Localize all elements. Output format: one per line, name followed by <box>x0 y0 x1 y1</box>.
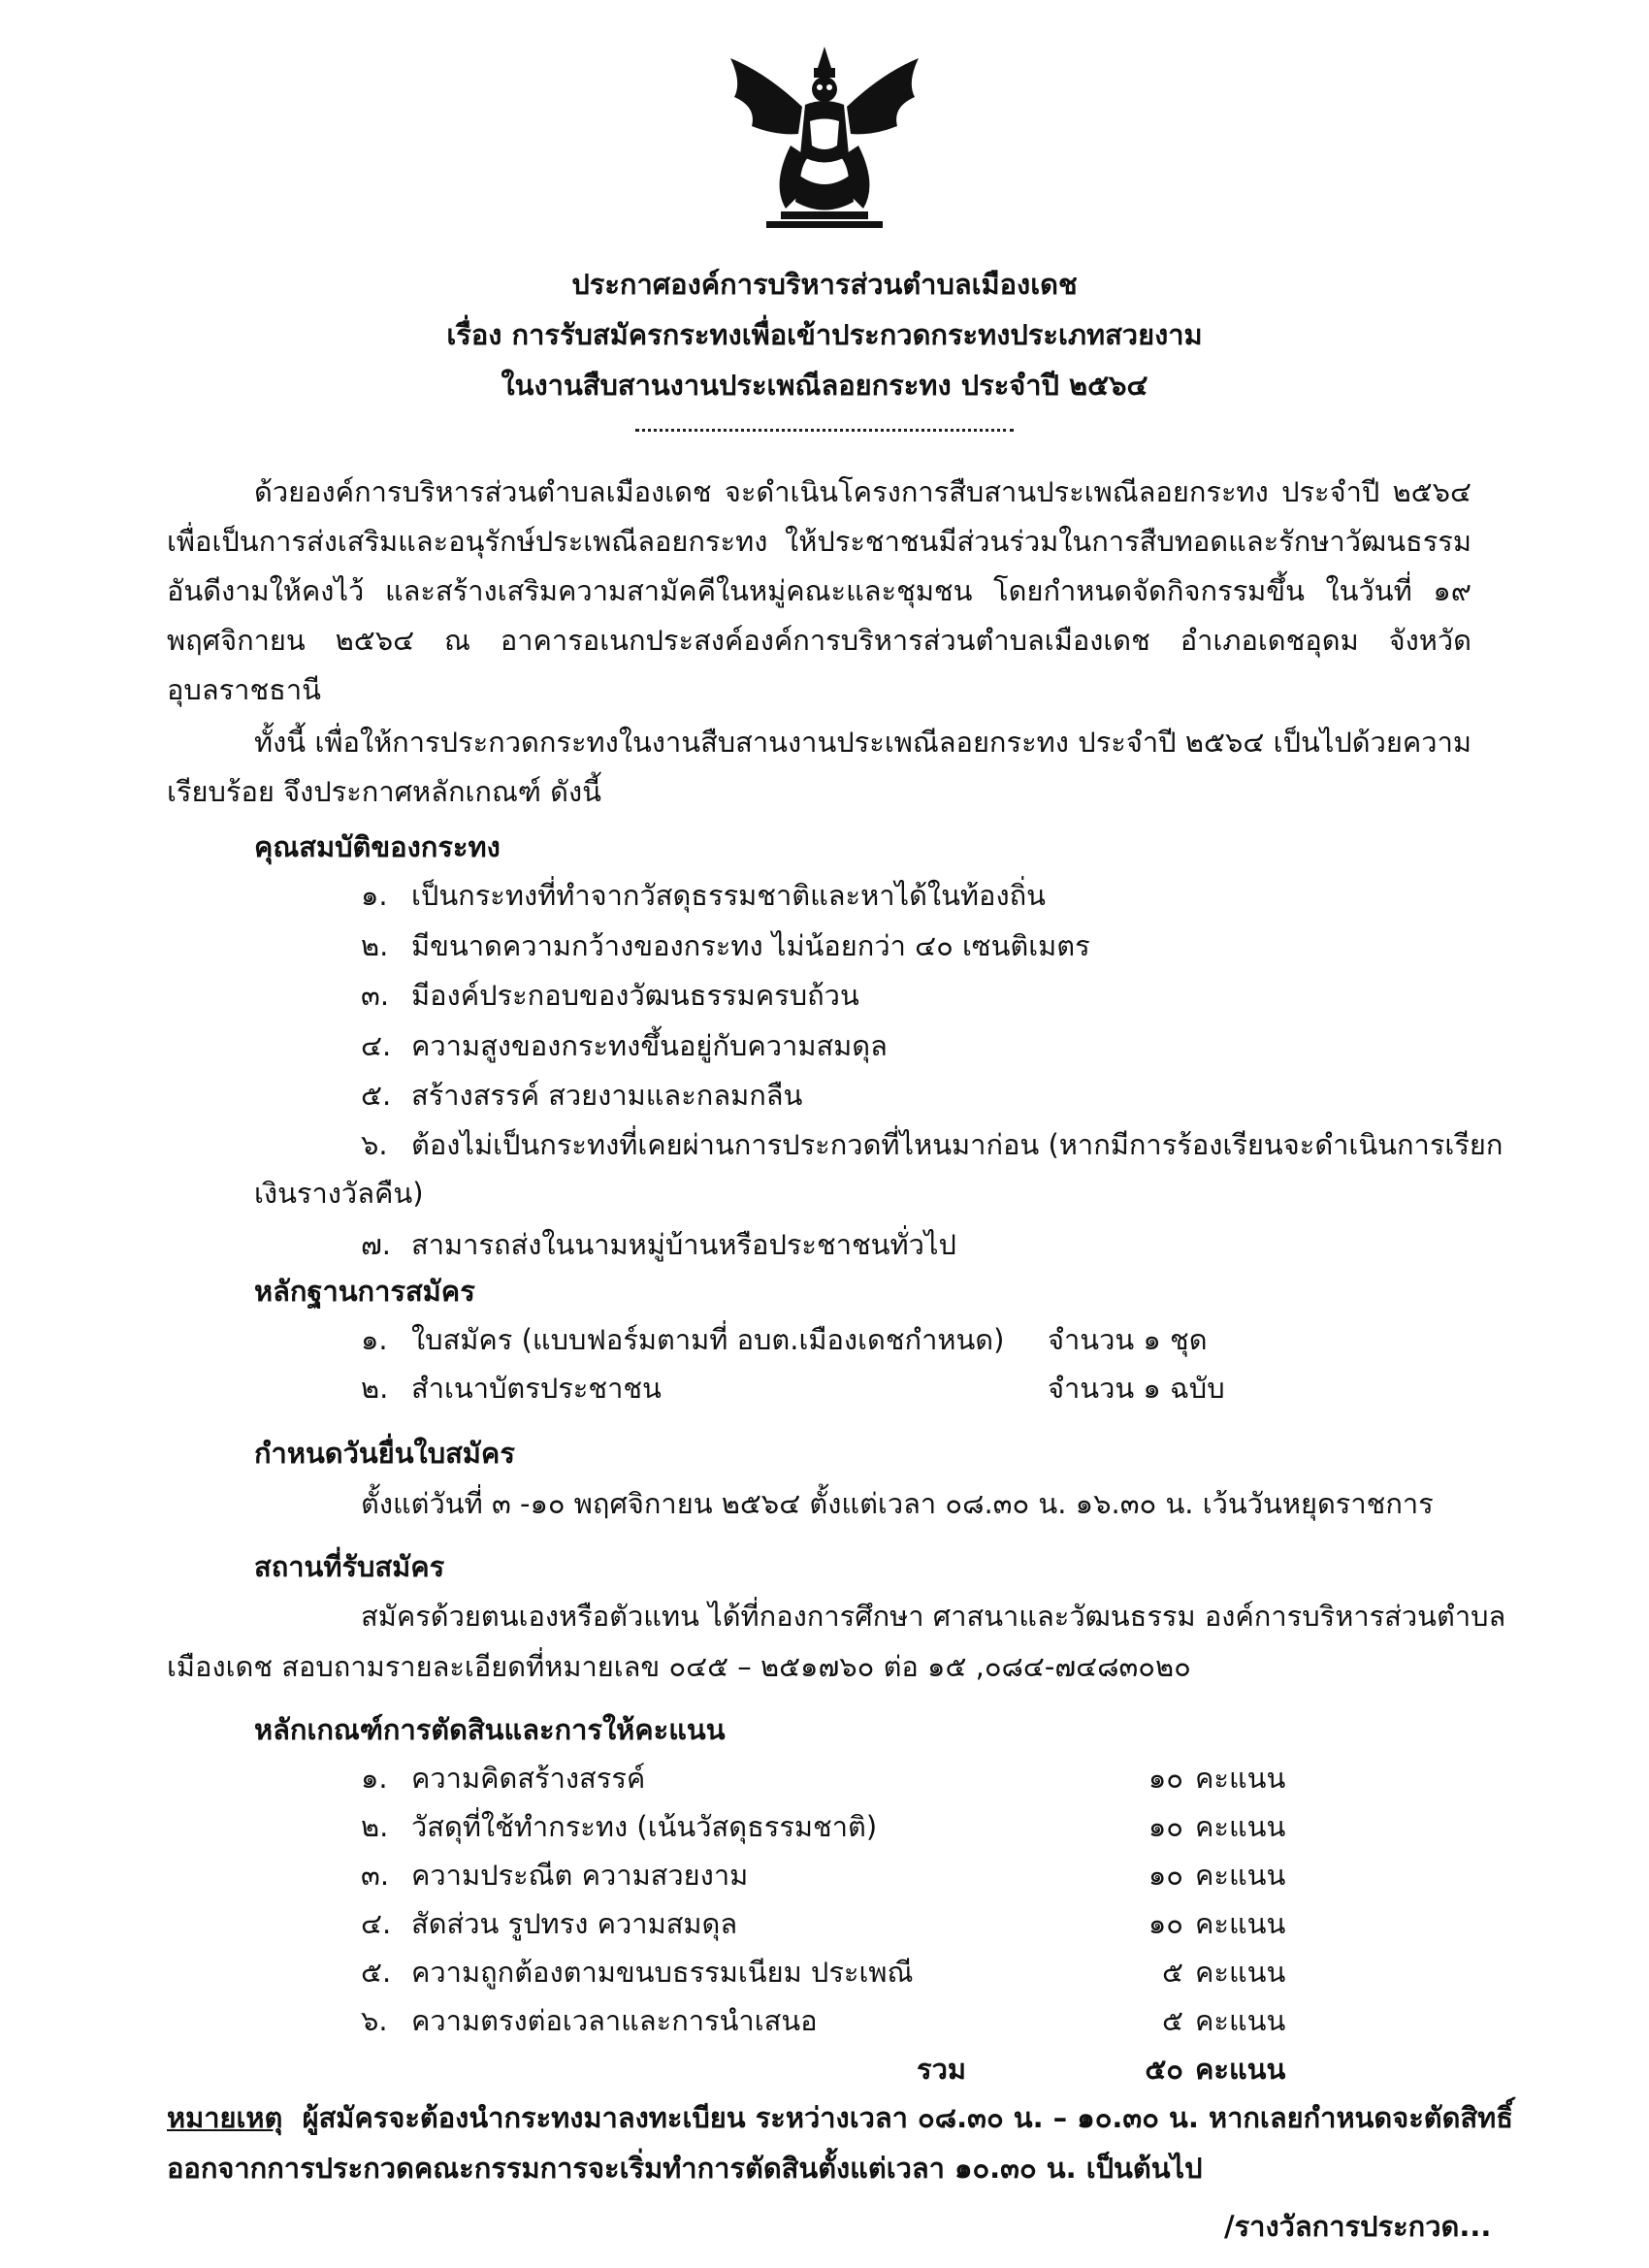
list-item: ๔. ความสูงของกระทงขึ้นอยู่กับความสมดุล <box>361 1029 888 1062</box>
criteria-item: ๓. ความประณีต ความสวยงาม <box>361 1859 749 1892</box>
criteria-unit: คะแนน <box>1195 1810 1286 1843</box>
page-continuation: /รางวัลการประกวด... <box>1224 2210 1492 2243</box>
list-item: ๓. มีองค์ประกอบของวัฒนธรรมครบถ้วน <box>361 979 859 1012</box>
announcement-title: ประกาศองค์การบริหารส่วนตำบลเมืองเดช <box>571 268 1078 301</box>
criteria-total-score: ๕๐ <box>1145 2053 1183 2086</box>
criteria-unit: คะแนน <box>1195 1859 1286 1892</box>
criteria-item: ๑. ความคิดสร้างสรรค์ <box>361 1762 646 1795</box>
note-label: หมายเหตุ <box>167 2101 283 2134</box>
note-line-1: หมายเหตุ ผู้สมัครจะต้องนำกระทงมาลงทะเบียน ระหว่างเวลา ๐๘.๓๐ น. – ๑๐.๓๐ น. หากเลยกำหนดจะตัดสิทธิ์ <box>167 2101 1513 2134</box>
deadline-heading: กำหนดวันยื่นใบสมัคร <box>254 1437 515 1470</box>
place-text-line2: เมืองเดช สอบถามรายละเอียดที่หมายเลข ๐๔๕ – ๒๕๑๗๖๐ ต่อ ๑๕ ,๐๘๔-๗๔๘๓๐๒๐ <box>167 1650 1191 1683</box>
list-item-continuation: เงินรางวัลคืน) <box>254 1177 424 1210</box>
criteria-item: ๔. สัดส่วน รูปทรง ความสมดุล <box>361 1907 738 1940</box>
criteria-unit: คะแนน <box>1195 1907 1286 1940</box>
criteria-total-label: รวม <box>917 2053 966 2086</box>
criteria-item: ๕. ความถูกต้องตามขนบธรรมเนียม ประเพณี <box>361 1956 914 1989</box>
criteria-unit: คะแนน <box>1195 2004 1286 2037</box>
criteria-score: ๑๐ <box>1148 1810 1183 1843</box>
list-item: ๒. สำเนาบัตรประชาชน <box>361 1372 662 1405</box>
criteria-score: ๑๐ <box>1148 1859 1183 1892</box>
criteria-score: ๑๐ <box>1148 1907 1183 1940</box>
list-item: ๕. สร้างสรรค์ สวยงามและกลมกลืน <box>361 1079 803 1112</box>
list-item: ๗. สามารถส่งในนามหมู่บ้านหรือประชาชนทั่วไป <box>361 1228 956 1261</box>
criteria-total-unit: คะแนน <box>1195 2053 1286 2086</box>
criteria-score: ๕ <box>1162 2004 1183 2037</box>
dotted-divider <box>635 429 1014 432</box>
garuda-emblem-icon <box>713 39 936 233</box>
place-heading: สถานที่รับสมัคร <box>254 1550 445 1583</box>
criteria-unit: คะแนน <box>1195 1762 1286 1795</box>
criteria-score: ๕ <box>1162 1956 1183 1989</box>
criteria-score: ๑๐ <box>1148 1762 1183 1795</box>
list-item: ๒. มีขนาดความกว้างของกระทง ไม่น้อยกว่า ๔๐ เซนติเมตร <box>361 929 1090 962</box>
intro-paragraph-2: ทั้งนี้ เพื่อให้การประกวดกระทงในงานสืบสานงานประเพณีลอยกระทง ประจำปี ๒๕๖๔ เป็นไปด้วยความเรียบร้อย จึงประกาศหลักเกณฑ์ ดังนี้ <box>167 726 1471 808</box>
list-item: ๑. เป็นกระทงที่ทำจากวัสดุธรรมชาติและหาได้ในท้องถิ่น <box>361 879 1046 912</box>
announcement-event: ในงานสืบสานงานประเพณีลอยกระทง ประจำปี ๒๕๖๔ <box>501 369 1148 402</box>
list-item: ๑. ใบสมัคร (แบบฟอร์มตามที่ อบต.เมืองเดชกำหนด) <box>361 1323 1005 1356</box>
place-text-line1: สมัครด้วยตนเองหรือตัวแทน ได้ที่กองการศึกษา ศาสนาและวัฒนธรรม องค์การบริหารส่วนตำบล <box>361 1600 1506 1633</box>
intro-paragraph-1: ด้วยองค์การบริหารส่วนตำบลเมืองเดช จะดำเนินโครงการสืบสานประเพณีลอยกระทง ประจำปี ๒๕๖๔ เพื่อเป็นการส่งเสริมและอนุรักษ์ประเพณีลอยกระทง ให้ประชาชนมีส่วนร่วมในการสืบทอดและรักษาวัฒนธรรมอันดีงามให้คงไว้ และสร้างเสริมความสามัคคีในหมู่คณะและชุมชน โดยกำหนดจัดกิจกรรมขึ้น ในวันที่ ๑๙ พฤศจิกายน ๒๕๖๔ ณ อาคารอเนกประสงค์องค์การบริหารส่วนตำบลเมืองเดช อำเภอเดชอุดม จังหวัดอุบลราชธานี <box>167 475 1471 706</box>
documents-heading: หลักฐานการสมัคร <box>254 1275 475 1308</box>
criteria-unit: คะแนน <box>1195 1956 1286 1989</box>
criteria-item: ๖. ความตรงต่อเวลาและการนำเสนอ <box>361 2004 818 2037</box>
note-line-2: ออกจากการประกวดคณะกรรมการจะเริ่มทำการตัดสินตั้งแต่เวลา ๑๐.๓๐ น. เป็นต้นไป <box>167 2152 1203 2185</box>
criteria-heading: หลักเกณฑ์การตัดสินและการให้คะแนน <box>254 1713 726 1746</box>
document-quantity: จำนวน ๑ ชุด <box>1048 1323 1208 1356</box>
list-item: ๖. ต้องไม่เป็นกระทงที่เคยผ่านการประกวดที่ไหนมาก่อน (หากมีการร้องเรียนจะดำเนินการเรียก <box>361 1128 1504 1161</box>
qualifications-heading: คุณสมบัติของกระทง <box>254 830 501 863</box>
document-quantity: จำนวน ๑ ฉบับ <box>1048 1372 1225 1405</box>
announcement-subject: เรื่อง การรับสมัครกระทงเพื่อเข้าประกวดกระทงประเภทสวยงาม <box>446 318 1203 351</box>
criteria-item: ๒. วัสดุที่ใช้ทำกระทง (เน้นวัสดุธรรมชาติ) <box>361 1810 878 1843</box>
deadline-text: ตั้งแต่วันที่ ๓ -๑๐ พฤศจิกายน ๒๕๖๔ ตั้งแต่เวลา ๐๘.๓๐ น. ๑๖.๓๐ น. เว้นวันหยุดราชการ <box>361 1487 1434 1520</box>
